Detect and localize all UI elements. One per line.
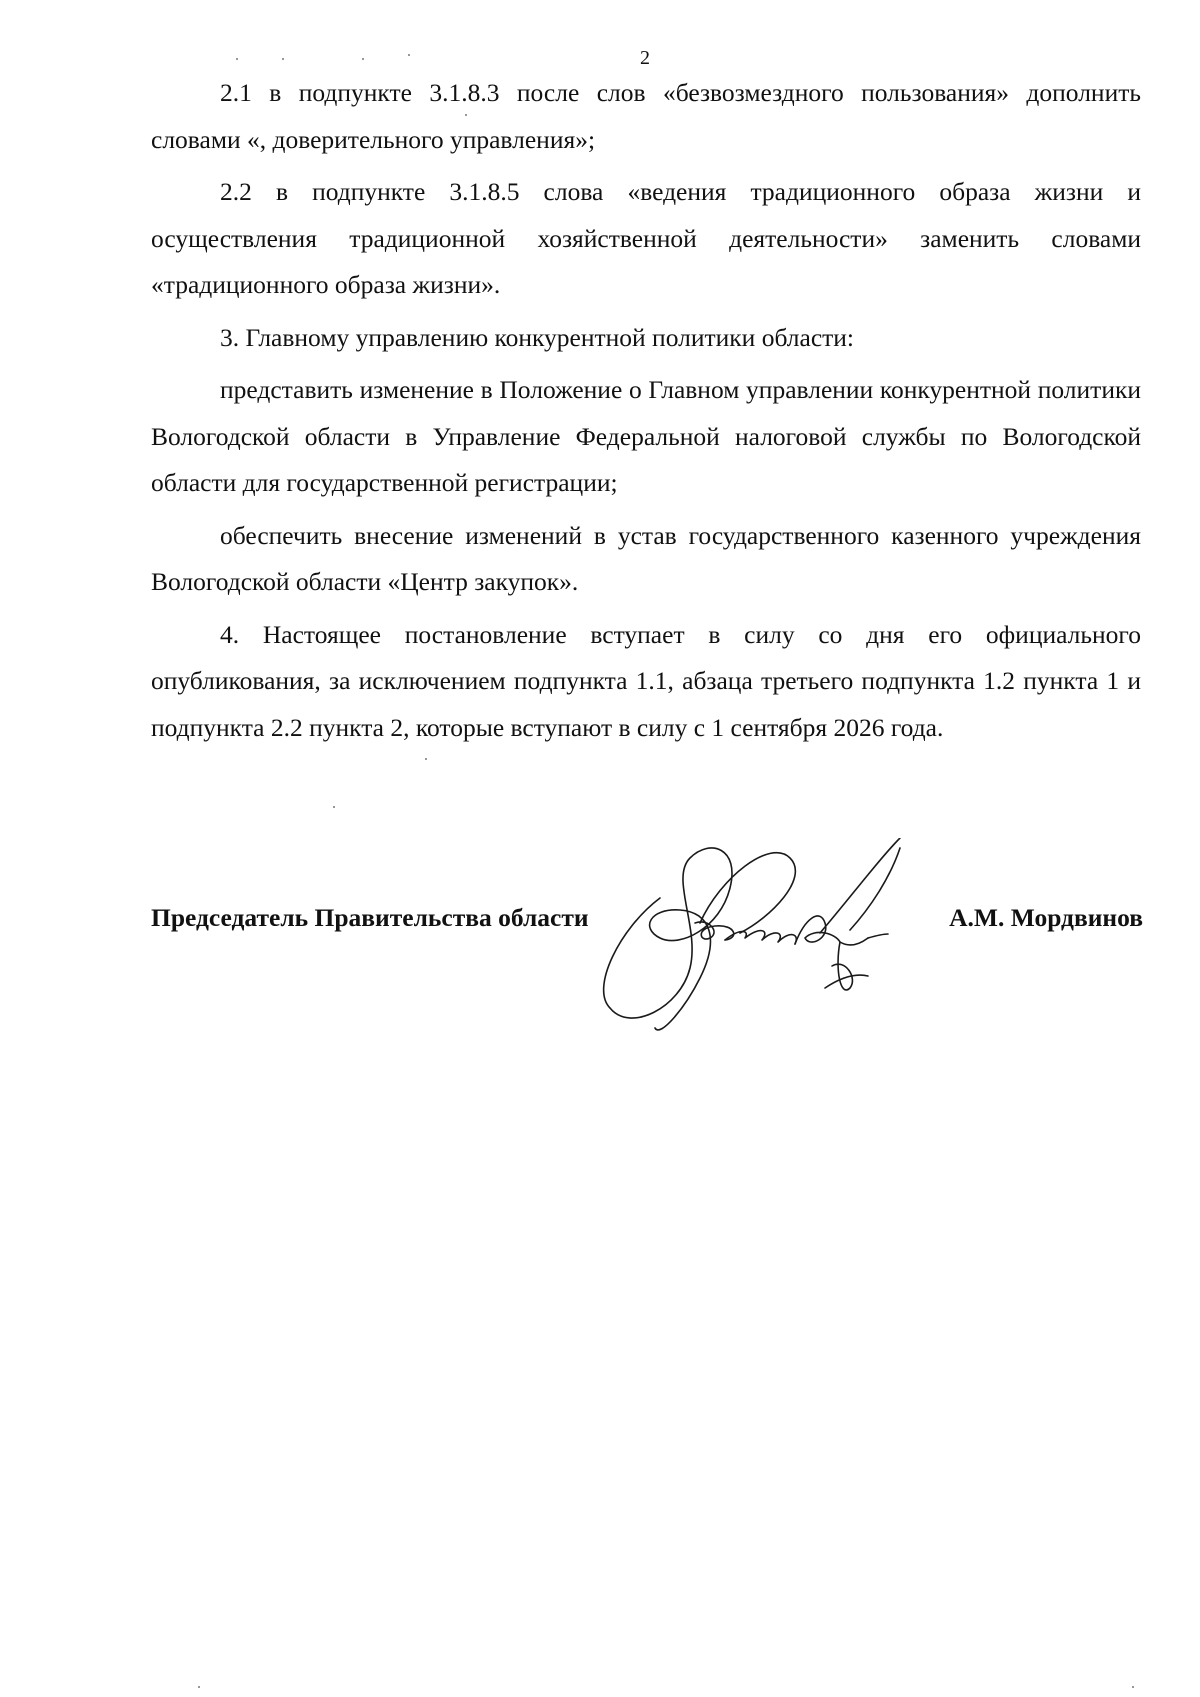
scan-speck	[408, 54, 410, 56]
page-number: 2	[640, 47, 650, 69]
paragraph-3-item-1: представить изменение в Положение о Главном управлении конкурентной политики Вологодской области в Управление Федеральной налоговой службы по Вологодской области для государственной регистрации;	[151, 375, 1141, 497]
scan-speck	[362, 58, 364, 60]
scan-speck	[465, 114, 467, 116]
paragraph-4: 4. Настоящее постановление вступает в силу со дня его официального опубликования, за исключением подпункта 1.1, абзаца третьего подпункта 1.2 пункта 1 и подпункта 2.2 пункта 2, которые вступают в силу с 1 сентября 2026 года.	[151, 619, 1141, 742]
signer-name: А.М. Мордвинов	[949, 903, 1143, 932]
signer-title: Председатель Правительства области	[151, 903, 589, 932]
scan-speck	[198, 1686, 200, 1688]
document-body	[151, 70, 1141, 757]
paragraph-3-item-2: обеспечить внесение изменений в устав государственного казенного учреждения Вологодской области «Центр закупок».	[151, 520, 1141, 596]
scan-speck	[333, 806, 335, 808]
scan-speck	[282, 58, 284, 60]
scan-speck	[425, 758, 427, 760]
paragraph-2-2: 2.2 в подпункте 3.1.8.5 слова «ведения традиционного образа жизни и осуществления традиционной хозяйственной деятельности» заменить словами «традиционного образа жизни».	[151, 177, 1141, 299]
scan-speck	[1132, 1686, 1134, 1688]
handwritten-signature	[600, 838, 920, 1038]
paragraph-3: 3. Главному управлению конкурентной политики области:	[220, 322, 855, 352]
paragraph-2-1: 2.1 в подпункте 3.1.8.3 после слов «безвозмездного пользования» дополнить словами «, доверительного управления»;	[151, 78, 1141, 154]
scan-speck	[236, 58, 238, 60]
